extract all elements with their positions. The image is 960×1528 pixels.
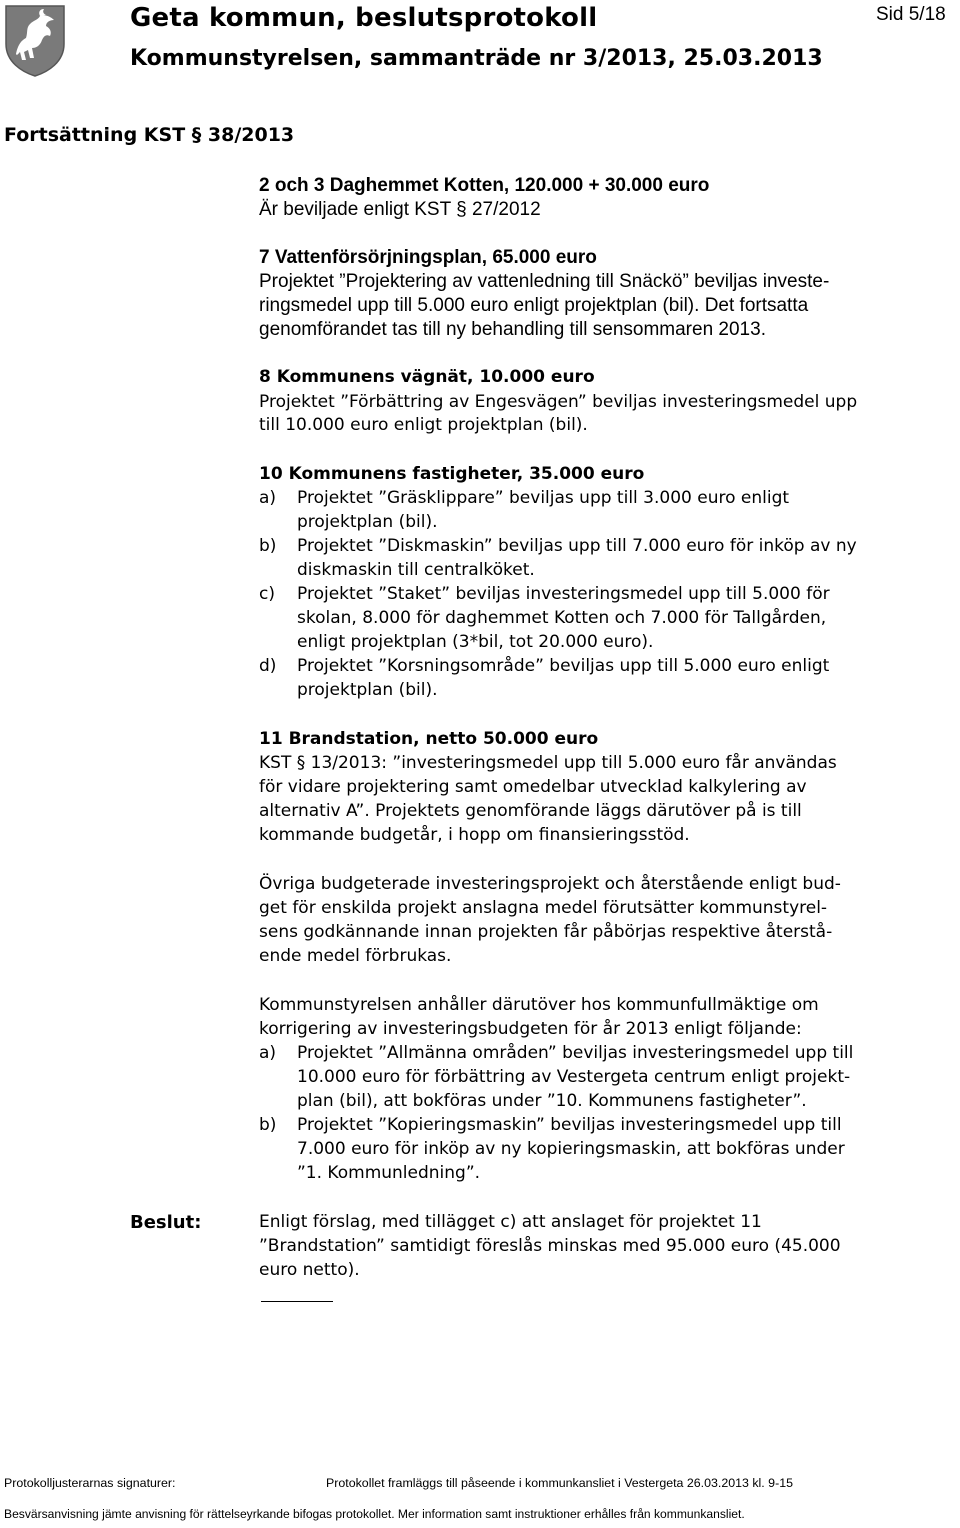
section-7-line: genomförandet tas till ny behandling till sensommaren 2013. (259, 319, 766, 340)
page-number: Sid 5/18 (876, 4, 946, 25)
ovriga-line: Övriga budgeterade investeringsprojekt och återstående enligt bud- (259, 874, 841, 894)
decision-label: Beslut: (130, 1212, 202, 1233)
list-item-line: skolan, 8.000 för daghemmet Kotten och 7.000 för Tallgården, (297, 608, 827, 628)
list-item-line: plan (bil), att bokföras under ”10. Kommunens fastigheter”. (297, 1091, 807, 1111)
anhaller-line: korrigering av investeringsbudgeten för år 2013 enligt följande: (259, 1019, 802, 1039)
list-item-line: diskmaskin till centralköket. (297, 560, 535, 580)
section-7-line: Projektet ”Projektering av vattenledning till Snäckö” beviljas investe- (259, 271, 830, 292)
section-11-line: för vidare projektering samt omedelbar utvecklad kalkylering av (259, 777, 807, 797)
footer-appeal: Besvärsanvisning jämte anvisning för rättelseyrkande bifogas protokollet. Mer information samt instruktioner erhålles från kommunkansliet. (4, 1507, 745, 1521)
section-2-3-heading: 2 och 3 Daghemmet Kotten, 120.000 + 30.000 euro (259, 175, 710, 196)
document-title: Geta kommun, beslutsprotokoll (130, 3, 598, 33)
footer-signatures: Protokolljusterarnas signaturer: (4, 1476, 176, 1490)
section-10-heading: 10 Kommunens fastigheter, 35.000 euro (259, 464, 645, 484)
meeting-subtitle: Kommunstyrelsen, sammanträde nr 3/2013, 25.03.2013 (130, 46, 823, 71)
section-8-heading: 8 Kommunens vägnät, 10.000 euro (259, 367, 595, 387)
section-11-line: KST § 13/2013: ”investeringsmedel upp till 5.000 euro får användas (259, 753, 837, 773)
list-marker: c) (259, 584, 275, 604)
list-item-line: Projektet ”Korsningsområde” beviljas upp till 5.000 euro enligt (297, 656, 830, 676)
list-item-line: Projektet ”Kopieringsmaskin” beviljas investeringsmedel upp till (297, 1115, 842, 1135)
section-7-line: ringsmedel upp till 5.000 euro enligt projektplan (bil). Det fortsatta (259, 295, 809, 316)
ovriga-line: ende medel förbrukas. (259, 946, 452, 966)
list-item-line: 10.000 euro för förbättring av Vestergeta centrum enligt projekt- (297, 1067, 851, 1087)
end-rule (261, 1301, 333, 1302)
list-marker: a) (259, 1043, 277, 1063)
list-item-line: projektplan (bil). (297, 680, 438, 700)
section-11-line: alternativ A”. Projektets genomförande läggs därutöver på is till (259, 801, 802, 821)
coat-of-arms-ram-icon (4, 4, 66, 78)
ovriga-line: get för enskilda projekt anslagna medel förutsätter kommunstyrel- (259, 898, 828, 918)
list-item-line: Projektet ”Allmänna områden” beviljas investeringsmedel upp till (297, 1043, 854, 1063)
list-marker: d) (259, 656, 277, 676)
list-item-line: projektplan (bil). (297, 512, 438, 532)
anhaller-line: Kommunstyrelsen anhåller därutöver hos kommunfullmäktige om (259, 995, 819, 1015)
list-marker: b) (259, 1115, 277, 1135)
list-item-line: Projektet ”Gräsklippare” beviljas upp till 3.000 euro enligt (297, 488, 790, 508)
section-11-heading: 11 Brandstation, netto 50.000 euro (259, 729, 599, 749)
footer-displayed: Protokollet framläggs till påseende i kommunkansliet i Vestergeta 26.03.2013 kl. 9-15 (326, 1476, 793, 1490)
list-marker: a) (259, 488, 277, 508)
list-item-line: enligt projektplan (3*bil, tot 20.000 euro). (297, 632, 654, 652)
section-2-3-line: Är beviljade enligt KST § 27/2012 (259, 199, 541, 220)
decision-line: Enligt förslag, med tillägget c) att anslaget för projektet 11 (259, 1212, 762, 1232)
continuation-heading: Fortsättning KST § 38/2013 (4, 124, 295, 146)
ovriga-line: sens godkännande innan projekten får påbörjas respektive återstå- (259, 922, 833, 942)
list-item-line: Projektet ”Staket” beviljas investeringsmedel upp till 5.000 för (297, 584, 830, 604)
decision-line: ”Brandstation” samtidigt föreslås minskas med 95.000 euro (45.000 (259, 1236, 841, 1256)
section-11-line: kommande budgetår, i hopp om finansieringsstöd. (259, 825, 690, 845)
section-8-line: Projektet ”Förbättring av Engesvägen” beviljas investeringsmedel upp (259, 392, 858, 412)
list-item-line: 7.000 euro för inköp av ny kopieringsmaskin, att bokföras under (297, 1139, 845, 1159)
list-marker: b) (259, 536, 277, 556)
list-item-line: Projektet ”Diskmaskin” beviljas upp till 7.000 euro för inköp av ny (297, 536, 857, 556)
list-item-line: ”1. Kommunledning”. (297, 1163, 481, 1183)
decision-line: euro netto). (259, 1260, 360, 1280)
section-7-heading: 7 Vattenförsörjningsplan, 65.000 euro (259, 247, 597, 268)
section-8-line: till 10.000 euro enligt projektplan (bil). (259, 415, 588, 435)
